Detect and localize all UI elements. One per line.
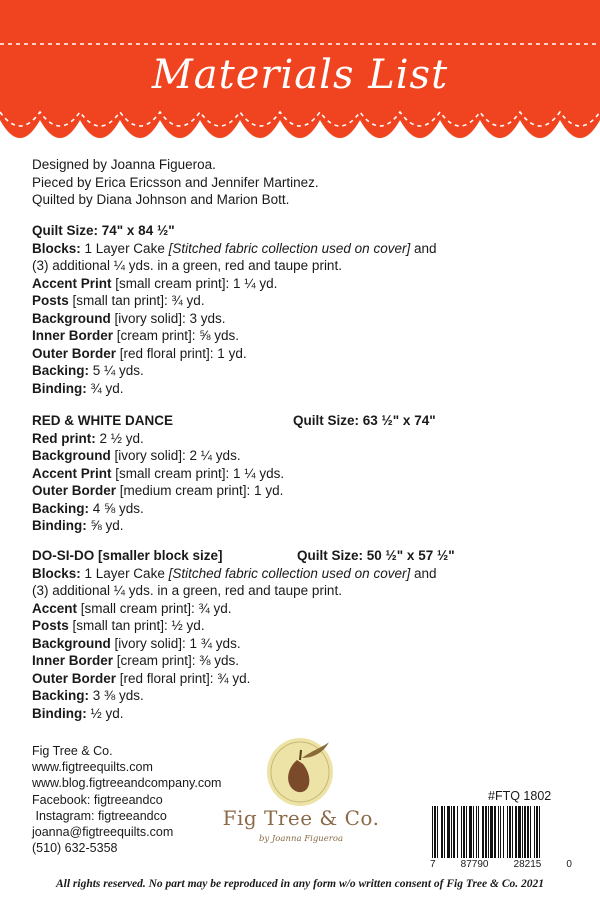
material-value: [small cream print]: ¾ yd. [77, 600, 232, 616]
material-label: Outer Border [32, 670, 117, 686]
material-label: Red print: [32, 430, 96, 446]
material-label: Accent [32, 600, 78, 616]
section-heading [32, 547, 572, 565]
materials-section-main [32, 222, 572, 397]
material-label: Blocks: [32, 565, 81, 581]
material-line [32, 670, 572, 688]
copyright-notice: All rights reserved. No part may be reproduced in any form w/o written consent of Fig Tree & Co. 2021 [55, 878, 544, 890]
material-value: [red floral print]: ¾ yd. [116, 670, 251, 686]
material-line [32, 327, 572, 345]
material-label: Posts [32, 293, 69, 308]
email-address: joanna@figtreequilts.com [32, 825, 174, 840]
barcode-bar [530, 806, 531, 858]
material-line [32, 565, 572, 583]
material-line [32, 362, 572, 380]
barcode-bar [478, 806, 479, 858]
material-value: [ivory solid]: 2 ¼ yds. [110, 448, 241, 463]
material-value: ½ yd. [86, 705, 124, 721]
material-value: [small cream print]: 1 ¼ yd. [111, 275, 278, 291]
materials-lines [32, 565, 572, 723]
fig-icon [205, 736, 395, 806]
barcode-bar [441, 806, 443, 858]
material-label: Backing: [32, 688, 90, 703]
material-line [32, 240, 572, 258]
material-value: 2 ½ yd. [95, 430, 144, 446]
barcode-bar [437, 806, 438, 858]
material-value: 4 ⅝ yds. [89, 500, 144, 516]
barcode-bar [473, 806, 474, 858]
barcode-bar [461, 806, 462, 858]
material-value: 1 Layer Cake [80, 565, 169, 581]
material-value: 1 Layer Cake [80, 240, 169, 256]
barcode-number [430, 859, 572, 870]
quilt-size: Quilt Size: 50 ½" x 57 ½" [297, 548, 455, 563]
barcode-bar [490, 806, 493, 858]
materials-section-red-white-dance [32, 412, 572, 535]
material-label: Outer Border [32, 345, 117, 361]
barcode-bar [488, 806, 489, 858]
material-label: Background [32, 448, 111, 463]
material-label: Accent Print [32, 465, 112, 481]
material-note: [Stitched fabric collection used on cover] [168, 565, 411, 581]
barcode-bar [494, 806, 496, 858]
material-line [32, 705, 572, 723]
barcode-digit: 0 [566, 859, 572, 870]
material-label: Posts [32, 618, 69, 633]
material-label: Binding: [32, 705, 87, 721]
barcode-bar [527, 806, 529, 858]
barcode-bar [500, 806, 501, 858]
barcode-bar [463, 806, 465, 858]
section-title: DO-SI-DO [smaller block size] [32, 548, 223, 563]
material-line [32, 222, 572, 240]
material-line [32, 482, 572, 500]
material-line [32, 257, 572, 275]
barcode-bar [503, 806, 504, 858]
barcode-bar [498, 806, 499, 858]
instagram-handle: Instagram: figtreeandco [32, 808, 167, 823]
material-line [32, 687, 572, 705]
material-value: and [410, 240, 437, 256]
credits-block [32, 156, 319, 209]
material-label: Background [32, 635, 111, 651]
materials-section-do-si-do [32, 547, 572, 722]
material-value: [red floral print]: 1 yd. [116, 345, 247, 361]
material-label: Blocks: [32, 240, 81, 256]
material-label: Accent Print [32, 275, 112, 291]
barcode-digit: 87790 [460, 859, 489, 870]
page-title: Materials List [151, 52, 449, 98]
header-banner [0, 0, 600, 150]
material-value: ¾ yd. [86, 380, 124, 396]
material-note: [Stitched fabric collection used on cover] [168, 240, 411, 256]
material-value: [cream print]: ⅝ yds. [113, 328, 240, 343]
material-line [32, 635, 572, 653]
material-value: [medium cream print]: 1 yd. [116, 483, 284, 498]
material-value: ⅝ yd. [86, 518, 124, 533]
contact-info [32, 743, 221, 856]
fig-tree-logo [205, 736, 395, 866]
credit-quilters: Quilted by Diana Johnson and Marion Bott. [32, 192, 290, 207]
barcode-bar [539, 806, 540, 858]
material-value: [small cream print]: 1 ¼ yds. [111, 465, 285, 481]
material-line [32, 345, 572, 363]
material-label: Binding: [32, 518, 87, 533]
barcode-bar [515, 806, 517, 858]
barcode-bar [457, 806, 458, 858]
material-value: and [410, 565, 437, 581]
quilt-size: Quilt Size: 63 ½" x 74" [293, 413, 436, 428]
barcode-digit: 28215 [513, 859, 542, 870]
material-label: Backing: [32, 500, 90, 516]
barcode-bar [482, 806, 484, 858]
barcode-bar [466, 806, 467, 858]
section-title: RED & WHITE DANCE [32, 413, 173, 428]
phone-number: (510) 632-5358 [32, 841, 118, 856]
material-label: Backing: [32, 363, 90, 378]
barcode-bar [518, 806, 521, 858]
barcode-bar [485, 806, 487, 858]
logo-wordmark: Fig Tree & Co. [222, 806, 380, 830]
barcode-bar [534, 806, 535, 858]
barcode-bar [522, 806, 523, 858]
credit-piecers: Pieced by Erica Ericsson and Jennifer Martinez. [32, 174, 319, 190]
material-line [32, 465, 572, 483]
material-line [32, 447, 572, 465]
material-value: [ivory solid]: 3 yds. [110, 310, 226, 326]
material-label: Background [32, 310, 111, 326]
material-line [32, 617, 572, 635]
material-label: Inner Border [32, 328, 114, 343]
barcode-bar [507, 806, 508, 858]
material-label: Quilt Size: 74" x 84 ½" [32, 223, 175, 238]
material-value: 5 ¼ yds. [89, 363, 144, 378]
barcode-bar [524, 806, 526, 858]
barcode-bar [453, 806, 455, 858]
section-heading [32, 412, 572, 430]
barcode-bar [432, 806, 433, 858]
materials-lines [32, 430, 572, 535]
material-line [32, 600, 572, 618]
material-value: [small tan print]: ¾ yd. [68, 293, 205, 308]
material-line [32, 292, 572, 310]
barcode-bar [536, 806, 538, 858]
material-value: 3 ⅜ yds. [89, 688, 144, 703]
barcode-bar [476, 806, 477, 858]
material-line [32, 275, 572, 293]
material-label: Binding: [32, 380, 87, 396]
material-value: [small tan print]: ½ yd. [68, 618, 205, 633]
material-value: [cream print]: ⅜ yds. [113, 653, 240, 668]
barcode-bar [509, 806, 511, 858]
material-line [32, 430, 572, 448]
material-line [32, 310, 572, 328]
material-line [32, 380, 572, 398]
blog-link: www.blog.figtreeandcompany.com [32, 776, 222, 791]
material-label: Outer Border [32, 483, 117, 498]
logo-byline: by Joanna Figueroa [258, 834, 344, 844]
barcode-bar [434, 806, 436, 858]
material-value: (3) additional ¼ yds. in a green, red and taupe print. [32, 583, 342, 598]
material-value: [ivory solid]: 1 ¾ yds. [110, 635, 241, 651]
barcode-bar [444, 806, 445, 858]
barcode-bar [451, 806, 452, 858]
barcode-digit: 7 [430, 859, 436, 870]
credit-designer: Designed by Joanna Figueroa. [32, 157, 216, 172]
barcode-bar [469, 806, 472, 858]
barcode-bar [512, 806, 513, 858]
material-line [32, 652, 572, 670]
material-line [32, 517, 572, 535]
company-name: Fig Tree & Co. [32, 744, 113, 758]
material-label: Inner Border [32, 653, 114, 668]
material-line [32, 500, 572, 518]
material-line [32, 582, 572, 600]
barcode-image [430, 806, 572, 858]
material-value: (3) additional ¼ yds. in a green, red and taupe print. [32, 258, 342, 273]
materials-lines [32, 222, 572, 397]
facebook-handle: Facebook: figtreeandco [32, 792, 163, 807]
barcode-bar [447, 806, 450, 858]
product-code: #FTQ 1802 [488, 789, 552, 803]
website-link: www.figtreequilts.com [32, 760, 153, 775]
